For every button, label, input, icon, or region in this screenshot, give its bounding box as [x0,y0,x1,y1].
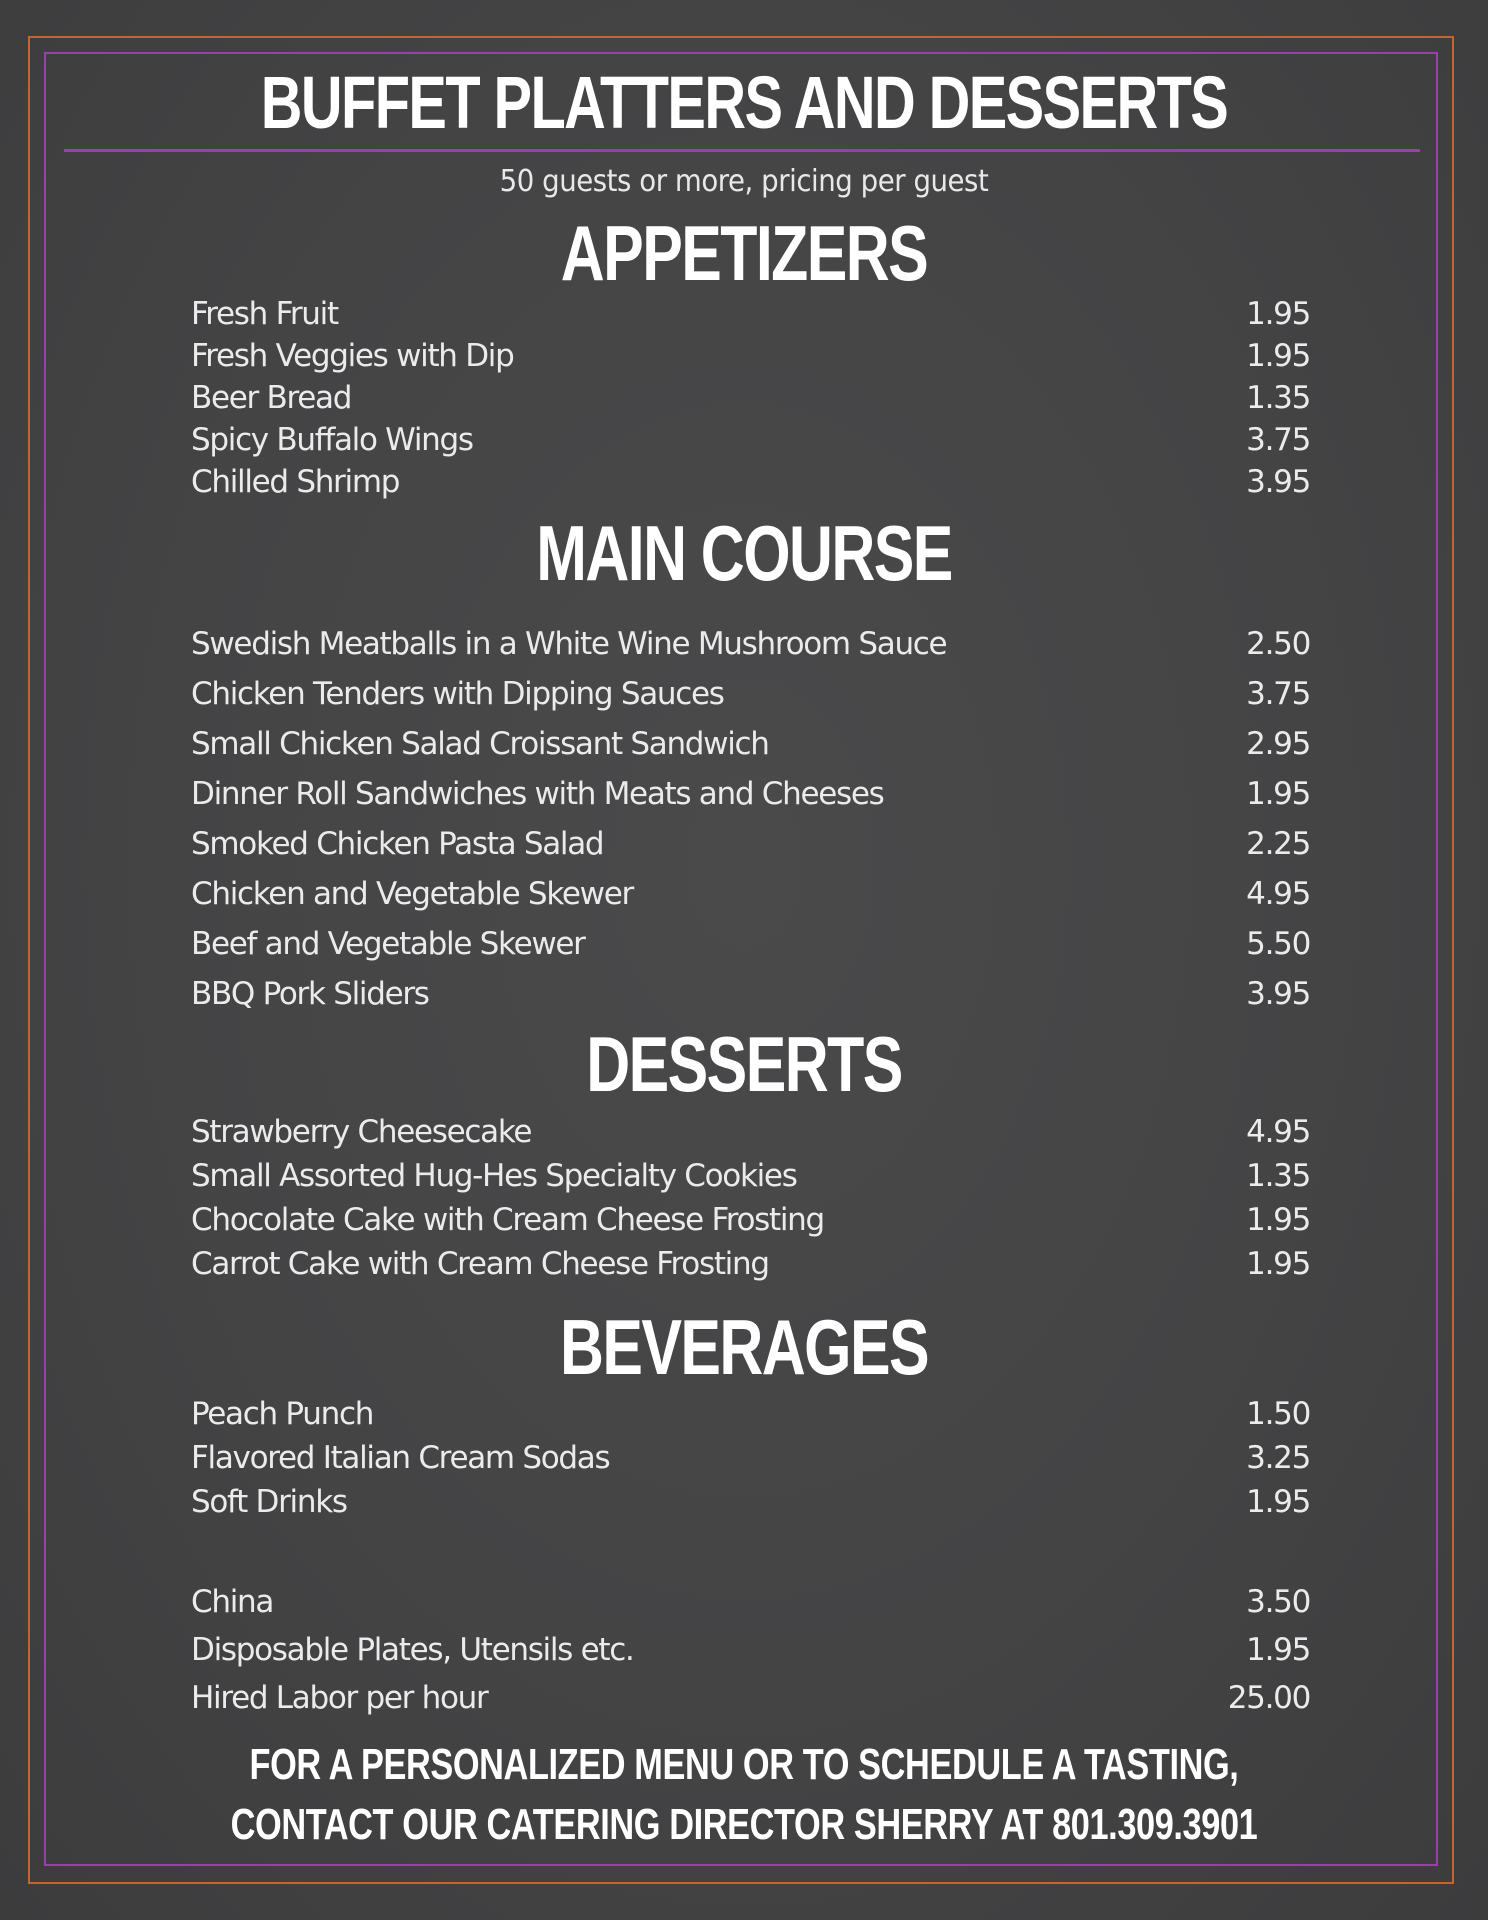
item-name: Soft Drinks [191,1484,347,1520]
menu-item [191,869,1309,919]
menu-item [191,419,1309,461]
item-name: Small Assorted Hug-Hes Specialty Cookies [191,1158,797,1194]
item-name: Chocolate Cake with Cream Cheese Frosting [191,1202,824,1238]
beverages-list [191,1392,1309,1524]
appetizers-list [191,293,1309,503]
item-price: 1.95 [1246,1246,1310,1282]
main-course-list [191,619,1309,1019]
item-price: 1.35 [1246,1158,1310,1194]
menu-item [191,1198,1309,1242]
item-name: Hired Labor per hour [191,1680,488,1716]
menu-item [191,769,1309,819]
menu-item [191,719,1309,769]
menu-item [191,335,1309,377]
title-divider [64,149,1420,152]
item-name: Beef and Vegetable Skewer [191,926,585,962]
footer-line-2: CONTACT OUR CATERING DIRECTOR SHERRY AT 801.309.3901 [230,1800,1258,1849]
item-name: Chilled Shrimp [191,464,400,500]
menu-item [191,1626,1309,1674]
item-name: Dinner Roll Sandwiches with Meats and Cheeses [191,776,884,812]
menu-item [191,1110,1309,1154]
item-name: Small Chicken Salad Croissant Sandwich [191,726,769,762]
item-name: Swedish Meatballs in a White Wine Mushroom Sauce [191,626,947,662]
item-name: BBQ Pork Sliders [191,976,429,1012]
footer-line-1: FOR A PERSONALIZED MENU OR TO SCHEDULE A TASTING, [249,1740,1239,1789]
item-name: Fresh Fruit [191,296,338,332]
section-heading-beverages: BEVERAGES [559,1303,928,1391]
extras-list [191,1578,1309,1722]
item-name: Strawberry Cheesecake [191,1114,532,1150]
item-name: Disposable Plates, Utensils etc. [191,1632,634,1668]
item-name: Peach Punch [191,1396,374,1432]
item-price: 2.50 [1246,626,1310,662]
item-name: Chicken Tenders with Dipping Sauces [191,676,724,712]
menu-item [191,1436,1309,1480]
menu-item [191,1242,1309,1286]
menu-item [191,669,1309,719]
item-price: 1.95 [1246,1632,1310,1668]
menu-item [191,1578,1309,1626]
item-price: 1.95 [1246,1484,1310,1520]
page-title: BUFFET PLATTERS AND DESSERTS [260,61,1228,144]
item-price: 3.75 [1246,676,1310,712]
item-name: Beer Bread [191,380,352,416]
menu-item [191,461,1309,503]
item-price: 2.95 [1246,726,1310,762]
item-price: 25.00 [1227,1680,1310,1716]
menu-item [191,969,1309,1019]
menu-item [191,1674,1309,1722]
item-price: 3.25 [1246,1440,1310,1476]
section-heading-appetizers: APPETIZERS [560,209,928,297]
item-price: 1.95 [1246,776,1310,812]
menu-item [191,293,1309,335]
desserts-list [191,1110,1309,1286]
item-price: 1.95 [1246,1202,1310,1238]
item-price: 4.95 [1246,1114,1310,1150]
item-name: Chicken and Vegetable Skewer [191,876,633,912]
menu-item [191,1480,1309,1524]
item-name: Smoked Chicken Pasta Salad [191,826,604,862]
item-price: 5.50 [1246,926,1310,962]
menu-item [191,377,1309,419]
section-heading-desserts: DESSERTS [586,1020,902,1108]
item-price: 1.95 [1246,296,1310,332]
pricing-note: 50 guests or more, pricing per guest [499,164,989,199]
menu-item [191,1154,1309,1198]
item-name: Fresh Veggies with Dip [191,338,514,374]
item-price: 1.50 [1246,1396,1310,1432]
item-name: Carrot Cake with Cream Cheese Frosting [191,1246,769,1282]
section-heading-main-course: MAIN COURSE [536,509,952,597]
item-price: 3.50 [1246,1584,1310,1620]
menu-item [191,819,1309,869]
item-name: Spicy Buffalo Wings [191,422,473,458]
item-price: 1.35 [1246,380,1310,416]
item-price: 1.95 [1246,338,1310,374]
item-price: 4.95 [1246,876,1310,912]
item-name: China [191,1584,274,1620]
item-price: 3.95 [1246,976,1310,1012]
item-name: Flavored Italian Cream Sodas [191,1440,610,1476]
item-price: 3.95 [1246,464,1310,500]
menu-item [191,1392,1309,1436]
item-price: 3.75 [1246,422,1310,458]
menu-item [191,619,1309,669]
menu-item [191,919,1309,969]
item-price: 2.25 [1246,826,1310,862]
